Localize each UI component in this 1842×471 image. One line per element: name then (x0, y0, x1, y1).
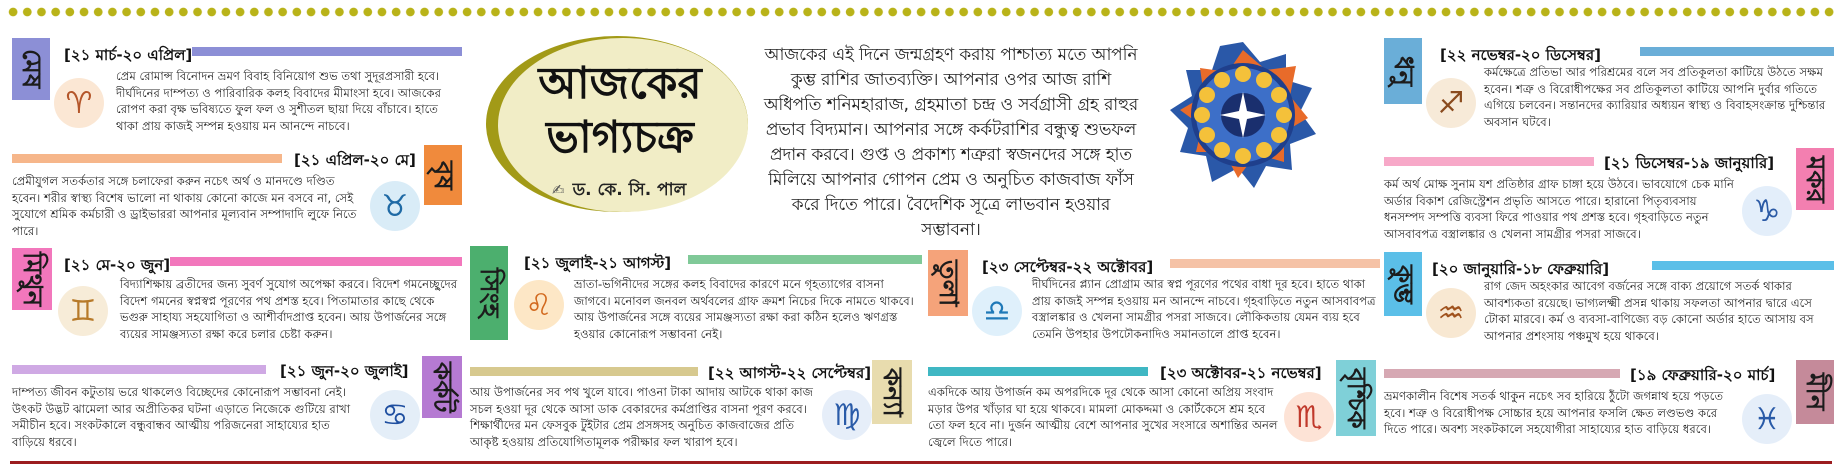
sign-bar-kumbha (1652, 261, 1834, 270)
sign-block-brishchik (928, 356, 1380, 456)
sign-block-singha (470, 246, 922, 350)
sign-tab-mithun: মিথুন (12, 248, 52, 310)
sign-date-makar: [২১ ডিসেম্বর-১৯ জানুয়ারি] (1604, 154, 1775, 172)
sign-block-kumbha (1384, 252, 1834, 352)
sign-block-makar (1384, 146, 1834, 246)
bottom-rule (10, 461, 1832, 464)
sign-tab-makar: মকর (1796, 148, 1834, 210)
sign-text-kanya: আয় উপার্জনের সব পথ খুলে যাবে। পাওনা টাকা আদায় আটকে থাকা কাজ সচল হওয়া দূর থেকে আসা ডাক বেকারদের কর্মপ্রাপ্তির বাসনা পূরণ করবে। শিক্ষার্থীদের মন ফেসবুক টুইটার প্রেম প্রসঙ্গসহ অনুচিত কাজবাজের প্রতি আকৃষ্ট হওয়ায় প্রতিযোগিতামূলক পরীক্ষার ফল খারাপ হবে। (470, 385, 813, 449)
sign-date-brish: [২১ এপ্রিল-২০ মে] (294, 151, 416, 169)
sign-tab-meen: মীন (1796, 360, 1834, 424)
sign-date-singha: [২১ জুলাই-২১ আগস্ট] (524, 254, 672, 272)
sign-tab-kumbha: কুম্ভ (1384, 252, 1422, 316)
sign-bar-brish (12, 154, 282, 163)
gemini-emblem-icon: ♊ (58, 286, 108, 336)
scorpio-emblem-icon: ♏ (1284, 392, 1334, 442)
sign-bar-dhanu (1640, 47, 1834, 56)
sign-block-brish (12, 143, 462, 238)
sign-tab-brish: বৃষ (424, 145, 462, 205)
sagittarius-emblem-icon: ♐ (1426, 78, 1476, 128)
zodiac-wheel-icon (1168, 40, 1318, 190)
taurus-emblem-icon: ♉ (370, 181, 420, 231)
sign-bar-singha (688, 255, 922, 264)
sign-block-tula (928, 250, 1380, 350)
page-title-line2: ভাগ্যচক্র (546, 112, 694, 163)
author-name: ড. কে. সি. পাল (572, 180, 687, 200)
sign-block-kanya (470, 356, 922, 456)
sign-block-mithun (12, 248, 462, 344)
sign-tab-singha: সিংহ (470, 246, 508, 340)
aquarius-emblem-icon: ♒ (1426, 288, 1476, 338)
sign-text-mesh: প্রেম রোমান্স বিনোদন ভ্রমণ বিবাহ বিনিয়োগ শুভ তথা সুদূরপ্রসারী হবে। দীর্ঘদিনের দাম্পত্য ও পারিবারিক কলহ বিবাদের মীমাংসা হবে। আজকের রোপণ করা বৃক্ষ ভবিষ্যতে ফুল ফল ও সুশীতল ছায়া দিয়ে বাঁচাবে। হাতে থাকা প্রায় কাজই সম্পন্ন হওয়ায় মন আনন্দে নাচবে। (116, 69, 441, 133)
sign-tab-karkat: কর্কট (422, 356, 462, 418)
capricorn-emblem-icon: ♑ (1742, 186, 1792, 236)
sign-tab-tula: তুলা (928, 250, 968, 316)
sign-block-dhanu (1384, 38, 1834, 134)
sign-bar-karkat (12, 365, 266, 374)
page-title-line1: আজকের (538, 58, 702, 109)
sign-text-tula: দীর্ঘদিনের প্ল্যান প্রোগ্রাম আর স্বপ্ন পূরণের পথের বাধা দূর হবে। হাতে থাকা প্রায় কাজই সম্পন্ন হওয়ায় মন আনন্দে নাচবে। গৃহবাড়িতে নতুন আসবাবপত্র বস্ত্রালঙ্কার ও খেলনা সামগ্রীর পসরা সাজবে। লৌকিকতায় যেমন ব্যয় হবে তেমনি উপহার উপঢৌকনাদিও সমানতালে প্রাপ্ত হবেন। (1032, 277, 1376, 341)
sign-tab-mesh: মেষ (12, 38, 50, 100)
sign-date-kanya: [২২ আগস্ট-২২ সেপ্টেম্বর] (708, 364, 872, 382)
pisces-emblem-icon: ♓ (1742, 394, 1792, 444)
sign-text-dhanu: কর্মক্ষেত্রে প্রতিভা আর পরিশ্রমের বলে সব প্রতিকূলতা কাটিয়ে উঠতে সক্ষম হবেন। শত্রু ও বিরোধীপক্ষের সব প্রতিকূলতা কাটিয়ে আপনি দুর্বার গতিতে এগিয়ে চলবেন। সন্তানদের ক্যারিয়ার অধ্যয়ন স্বাস্থ্য ও বিবাহসংক্রান্ত দুশ্চিন্তার অবসান ঘটবে। (1484, 65, 1826, 129)
sign-bar-makar (1384, 157, 1594, 166)
sign-date-mesh: [২১ মার্চ-২০ এপ্রিল] (64, 46, 193, 64)
sign-date-meen: [১৯ ফেব্রুয়ারি-২০ মার্চ] (1630, 366, 1776, 384)
sign-bar-mesh (192, 47, 462, 56)
sign-text-makar: কর্ম অর্থ মোক্ষ সুনাম যশ প্রতিষ্ঠার গ্রাফ চাঙ্গা হয়ে উঠবে। ভাবযোগে চেক মানি অর্ডার বিকাশ রেজিস্ট্রেশন প্রভৃতি আসতে পারে। হারানো পিতৃব্যবসায় ধনসম্পদ সম্পত্তি ব্যবসা ফিরে পাওয়ার পথ প্রশস্ত হবে। গৃহবাড়িতে নতুন আসবাবপত্র বস্ত্রালঙ্কার ও খেলনা সামগ্রীর পসরা সাজবে। (1384, 177, 1734, 241)
sign-block-karkat (12, 354, 462, 454)
sign-block-mesh (12, 38, 462, 134)
sign-bar-mithun (170, 257, 462, 266)
sign-text-brish: প্রেমীযুগল সতর্কতার সঙ্গে চলাফেরা করুন নচেৎ অর্থ ও মানদণ্ডে দণ্ডিত হবেন। শরীর স্বাস্থ্য বিশেষ ভালো না থাকায় কোনো কাজে মন বসবে না, সেই সুযোগে শ্রমিক কর্মচারী ও ড্রাইভাররা আপনার মূল্যবান সম্পাদাদি লুফে নিতে পারে। (12, 174, 357, 238)
sign-text-brishchik: একদিকে আয় উপার্জন কম অপরদিকে দূর থেকে আসা কোনো অপ্রিয় সংবাদ মড়ার উপর খাঁড়ার ঘা হয়ে থাকবে। মামলা মোকদ্দমা ও কোর্টকেসে শ্রম হবে তো ফল হবে না। দুর্জন আত্মীয় বেশে আপনার সুখের সংসারে অশান্তির অনল জ্বেলে দিতে পারে। (928, 385, 1278, 449)
sign-bar-tula (1170, 259, 1380, 268)
sign-text-singha: ভ্রাতা-ভগিনীদের সঙ্গের কলহ বিবাদের কারণে মনে গৃহত্যাগের বাসনা জাগবে। মনোবল জনবল অর্থবলের গ্রাফ ক্রমশ নিচের দিকে নামতে থাকবে। আয় উপার্জনের সঙ্গে ব্যয়ের সামঞ্জস্যতা রক্ষা করা কঠিন হলেও ঋণগ্রস্ত হওয়ার কোনোরূপ সম্ভাবনা নেই। (574, 277, 914, 341)
sign-date-karkat: [২১ জুন-২০ জুলাই] (280, 362, 409, 380)
sign-tab-dhanu: ধনু (1384, 38, 1422, 104)
sign-text-meen: ভ্রমণকালীন বিশেষ সতর্ক থাকুন নচেৎ সব হারিয়ে ঠুঁটো জগন্নাথ হয়ে পড়তে হবে। শত্রু ও বিরোধীপক্ষ সোচ্চার হয়ে আপনার ফসলি ক্ষেত লণ্ডভণ্ড করে দিতে পারে। অবশ্য সংকটকালে সহযোগীরা সাহায্যের হাত বাড়িয়ে ধরবে। (1384, 389, 1724, 437)
sign-bar-meen (1384, 369, 1620, 378)
cancer-emblem-glyph: ♋ (381, 397, 409, 433)
top-dotted-border (6, 5, 1836, 19)
cancer-emblem-icon (370, 390, 420, 440)
virgo-emblem-icon: ♍ (822, 390, 872, 440)
sign-bar-brishchik (928, 367, 1148, 376)
sign-text-mithun: বিদ্যাশিক্ষায় ব্রতীদের জন্য সুবর্ণ সুযোগ অপেক্ষা করবে। বিদেশ গমনেচ্ছুদের বিদেশ গমনের স্বপ্নস্বপ্ন পূরণের পথ প্রশস্ত হবে। পিতামাতার কাছে থেকে ভগুরু সাহায্য সহযোগিতা ও আশীর্বাদপ্রাপ্ত হবেন। আয় উপার্জনের সঙ্গে ব্যয়ের সামঞ্জস্যতা রক্ষা করে চলার চেষ্টা করুন। (120, 277, 458, 341)
sign-date-brishchik: [২৩ অক্টোবর-২১ নভেম্বর] (1160, 364, 1322, 382)
sign-bar-kanya (470, 367, 698, 376)
pen-icon: ✍ (552, 181, 565, 199)
sign-date-mithun: [২১ মে-২০ জুন] (64, 256, 171, 274)
intro-paragraph: আজকের এই দিনে জন্মগ্রহণ করায় পাশ্চাত্য মতে আপনি কুম্ভ রাশির জাতব্যক্তি। আপনার ওপর আজ রাশি অধিপতি শনিমহারাজ, গ্রহমাতা চন্দ্র ও সর্বগ্রাসী গ্রহ রাহুর প্রভাব বিদ্যমান। আপনার সঙ্গে কর্কটরাশির বন্ধুত্ব শুভফল প্রদান করবে। গুপ্ত ও প্রকাশ্য শত্রুরা স্বজনদের সঙ্গে হাত মিলিয়ে আপনার গোপন প্রেম ও অনুচিত কাজবাজ ফাঁস করে দিতে পারে। বৈদেশিক সূত্রে লাভবান হওয়ার সম্ভাবনা। (763, 44, 1139, 239)
sign-text-karkat: দাম্পত্য জীবন কটুতায় ভরে থাকলেও বিচ্ছেদের কোনোরূপ সম্ভাবনা নেই। উৎকট উদ্ভট ঝামেলা আর অপ্রীতিকর ঘটনা এড়াতে নিজেকে গুটিয়ে রাখা সমীচীন হবে। সংকটকালে বন্ধুবান্ধব আত্মীয় পরিজনেরা সাহায্যের হাত বাড়িয়ে ধরবে। (12, 385, 351, 449)
sign-date-dhanu: [২২ নভেম্বর-২০ ডিসেম্বর] (1440, 46, 1601, 64)
sign-block-meen (1384, 358, 1834, 458)
leo-emblem-icon: ♌ (514, 280, 564, 330)
sign-tab-kanya: কন্যা (872, 360, 912, 424)
aries-emblem-icon: ♈ (54, 78, 104, 128)
sign-date-kumbha: [২০ জানুয়ারি-১৮ ফেব্রুয়ারি] (1432, 260, 1610, 278)
author-byline (552, 177, 686, 205)
sign-tab-brishchik: বৃশ্চিক (1336, 360, 1376, 436)
sign-date-tula: [২৩ সেপ্টেম্বর-২২ অক্টোবর] (982, 258, 1154, 276)
libra-emblem-icon: ♎ (972, 286, 1022, 336)
sign-text-kumbha: রাগ জেদ অহংকার আবেগ বর্জনের সঙ্গে বাক্য প্রয়োগে সতর্ক থাকার আবশ্যকতা রয়েছে। ভাগ্যলক্ষ্মী প্রসন্ন থাকায় সফলতা আপনার দ্বারে এসে টোকা মারবে। কর্ম ও ব্যবসা-বাণিজ্যে বড় কোনো অর্ডার হাতে আসায় বস আপনার প্রশংসায় পঞ্চমুখ হয়ে থাকবে। (1484, 279, 1814, 343)
